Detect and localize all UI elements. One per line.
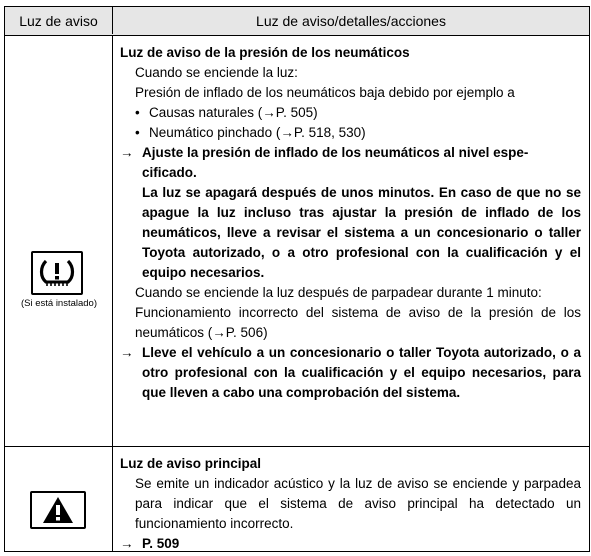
table-row [5,36,589,447]
list-item: • Neumático pinchado (→P. 518, 530) [135,125,366,140]
details-cell [113,447,589,551]
installed-note: (Si está instalado) [20,298,98,309]
tire-pressure-title: Luz de aviso de la presión de los neumáticos [120,45,410,60]
arrow-icon: → [120,145,134,160]
table-header [5,7,589,36]
tire-pressure-warning-icon [31,251,83,295]
icon-cell [5,447,113,551]
master-warning-title: Luz de aviso principal [120,456,262,471]
condition-text: Cuando se enciende la luz: [135,65,298,80]
master-warning-triangle-icon [30,491,86,529]
header-details-actions: Luz de aviso/detalles/acciones [256,12,446,29]
warning-lights-table [4,6,590,552]
malfunction-text: Funcionamiento incorrecto del sistema de aviso de la presión de los neumáticos (→P. 506) [135,305,581,340]
master-warning-desc: Se emite un indicador acústico y la luz de aviso se enciende y parpadea para indicar que el sistema de aviso principal ha detectado un funcionamiento incorrecto. [135,476,581,531]
action-detail: La luz se apagará después de unos minutos. En caso de que no se apague la luz incluso tras ajustar la presión de inflado de los neumáticos, lleve a revisar el sistema a un concesionario o taller Toyota autorizado, o a otro profesional con la cualificación y el equipo necesarios. [142,185,581,280]
cause-text: Presión de inflado de los neumáticos baja debido por ejemplo a [135,85,515,100]
action-dealer-check: → Lleve el vehículo a un concesionario o taller Toyota autorizado, o a otro profesional con la cualificación y el equipo necesarios, para que lleven a cabo una comprobación del sistema. [120,345,581,400]
header-warning-light: Luz de aviso [5,7,113,34]
action-page-ref: → P. 509 [120,534,581,554]
arrow-icon: → [120,536,134,551]
action-adjust-pressure: → Ajuste la presión de inflado de los neumáticos al nivel espe- cificado. La luz se apagará después de unos minutos. En caso de que no se apague la luz incluso tras ajustar la presión de inflado de los neumáticos, lleve a revisar el sistema a un concesionario o taller Toyota autorizado, o a otro profesional con la cualificación y el equipo necesarios. [120,143,581,283]
list-item: • Causas naturales (→P. 505) [135,105,318,120]
icon-cell [5,36,113,446]
condition-text-2: Cuando se enciende la luz después de parpadear durante 1 minuto: [135,285,542,300]
table-row [5,447,589,551]
details-cell [113,36,589,446]
arrow-icon: → [120,345,134,360]
